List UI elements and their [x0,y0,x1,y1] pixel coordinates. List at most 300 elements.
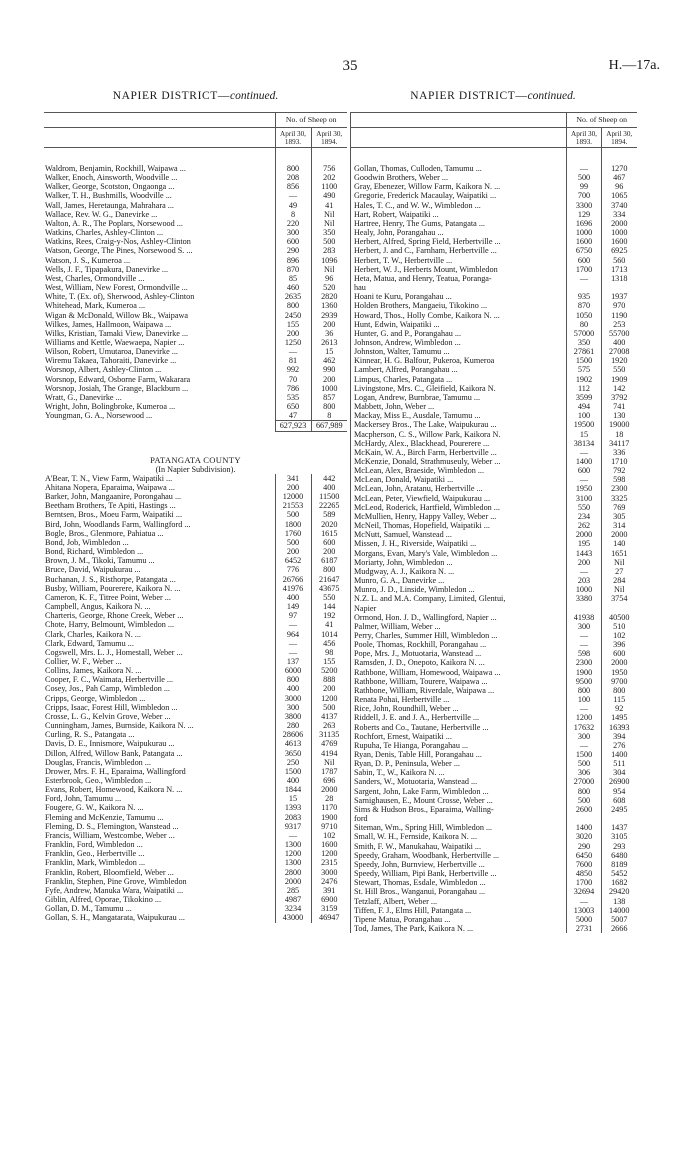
sheep-1894-cell: 334 [602,210,637,219]
sheep-1893-cell: 1950 [567,484,602,493]
owner-cell: Kinnear, H. G. Balfour, Pukeroa, Kumeroa [351,356,567,365]
sheep-1893-cell: 2450 [275,311,311,320]
owner-cell: Sims & Hudson Bros., Eparaima, Walling- [351,805,567,814]
sheep-1894-cell: 1615 [311,529,347,538]
sheep-1894-cell: 283 [311,246,347,255]
owner-cell: Pope, Mrs. J., Motuotaria, Wanstead ... [351,649,567,658]
sheep-1893-cell: 2000 [275,877,311,886]
table-row [351,723,637,732]
sheep-1893-cell: 27000 [567,777,602,786]
sheep-1894-cell: 11500 [311,492,347,501]
total-1894: 667,989 [311,421,347,431]
owner-cell: Perry, Charles, Summer Hill, Wimbledon ... [351,631,567,640]
table-row [44,556,347,565]
table-row [44,694,347,703]
owner-cell: Ryan, D. P., Peninsula, Weber ... [351,759,567,768]
sheep-1893-cell: 1400 [567,457,602,466]
sheep-1893-cell: 290 [567,842,602,851]
sheep-1894-cell: 8189 [602,860,637,869]
sheep-1894-cell: 21647 [311,575,347,584]
owner-cell: Ford, John, Tamumu ... [45,794,122,804]
table-row [44,256,347,265]
sheep-1894-cell: 6480 [602,851,637,860]
sheep-1894-cell: 2666 [602,924,637,933]
sheep-1894-cell: 96 [311,274,347,283]
page-number: 35 [342,58,358,74]
owner-cell: Buchanan, J. S., Risthorpe, Patangata ... [45,574,176,584]
sheep-1893-cell: 85 [275,274,311,283]
table-row [44,593,347,602]
owner-cell: Berntsen, Bros., Moeu Farm, Waipatiki ... [45,510,182,520]
sheep-1894-cell: 200 [311,375,347,384]
owner-cell: Bird, John, Woodlands Farm, Wallingford ... [45,519,191,529]
table-row [44,365,347,374]
sheep-1894-cell: 888 [311,675,347,684]
owner-cell: Walker, Enoch, Ainsworth, Woodville ... [45,173,178,183]
sheep-1894-cell: 138 [602,897,637,906]
table-row [44,210,347,219]
sheep-1893-cell: — [275,639,311,648]
sheep-1894-cell: 500 [311,703,347,712]
table-row [351,503,637,512]
sheep-1893-cell: 3000 [275,694,311,703]
sheep-1894-cell: 1400 [602,750,637,759]
spacer [311,431,347,456]
sheep-1894-cell: 102 [311,831,347,840]
table-row [351,228,637,237]
table-row [351,915,637,924]
table-row [351,860,637,869]
sheep-1893-cell: 1600 [567,237,602,246]
sheep-1893-cell: 99 [567,182,602,191]
sheep-1893-cell: 500 [567,759,602,768]
table-row [351,430,637,439]
sheep-1894-cell: 1318 [602,274,637,283]
sheep-1893-cell: 800 [567,686,602,695]
table-row [44,620,347,629]
sheep-1893-cell: 112 [567,384,602,393]
sheep-1893-cell: 1200 [567,713,602,722]
sheep-1893-cell: 870 [275,265,311,274]
sheep-1893-cell: — [567,704,602,713]
sheep-1893-cell: 700 [567,191,602,200]
owner-cell: Douglas, Francis, Wimbledon ... [45,757,151,767]
sheep-1893-cell: — [567,897,602,906]
table-row [351,393,637,402]
table-row [44,301,347,310]
table-row [44,767,347,776]
owner-cell: Hartree, Henry, The Gums, Patangata ... [351,219,567,228]
sheep-1893-cell: 786 [275,384,311,393]
sheep-1893-cell: 19500 [567,420,602,429]
sheep-1893-cell: 100 [567,695,602,704]
owner-cell: Gregorie, Frederick Macaulay, Waipatiki ... [351,191,567,200]
spacer [275,431,311,456]
table-row [44,703,347,712]
sheep-1894-cell: 2000 [311,785,347,794]
owner-cell: Wallace, Rev. W. G., Danevirke ... [45,209,158,219]
table-row [44,904,347,913]
owner-cell: Napier [351,604,567,613]
table-row [44,648,347,657]
owner-cell: Collins, James, Kaikora N. ... [45,666,142,676]
owner-cell: Franklin, Geo., Herbertville ... [45,849,145,859]
sheep-1894-cell: 391 [311,886,347,895]
table-header-group-row [44,113,347,128]
owner-cell: Munro, G. A., Danevirke ... [351,576,567,585]
table-row [44,840,347,849]
table-row [44,565,347,574]
owner-cell: Hoani te Kuru, Porangahau ... [351,292,567,301]
sheep-1893-cell: 81 [275,356,311,365]
sheep-1893-cell: 57000 [567,329,602,338]
table-row [351,411,637,420]
owner-cell: Evans, Robert, Homewood, Kaikora N. ... [45,785,183,795]
sheep-1893-cell: 1696 [567,219,602,228]
table-row [351,274,637,283]
sheep-1894-cell: 200 [311,684,347,693]
owner-cell: St. Hill Bros., Wanganui, Porangahau ... [351,887,567,896]
sheep-1893-cell: 1050 [567,311,602,320]
sheep-1893-cell: 800 [275,164,311,173]
table-header-row [44,128,347,148]
sheep-1893-cell: 935 [567,292,602,301]
sheep-1894-cell: 155 [311,657,347,666]
owner-cell: Franklin, Stephen, Pine Grove, Wimbledon [45,876,187,886]
table-row [44,895,347,904]
header-1893: April 30, 1893. [567,128,602,148]
owner-cell: Beetham Brothers, Te Apiti, Hastings ... [45,501,176,511]
sheep-1893-cell: 2300 [567,658,602,667]
sheep-1894-cell: 55700 [602,329,637,338]
table-row [351,311,637,320]
owner-cell: Heta, Matua, and Henry, Teatua, Poranga- [351,274,567,283]
sheep-1894-cell: 1651 [602,549,637,558]
sheep-1894-cell: 3105 [602,832,637,841]
table-row [351,796,637,805]
sheep-1893-cell: 500 [275,538,311,547]
owner-cell: Herbert, W. J., Herberts Mount, Wimbledon [351,265,567,274]
sheep-1894-cell: 1713 [602,265,637,274]
sheep-1893-cell: — [567,567,602,576]
total-1893: 627,923 [275,421,311,431]
table-row [44,311,347,320]
sheep-1894-cell: 467 [602,173,637,182]
sheep-1894-cell: Nil [311,210,347,219]
sheep-1894-cell: Nil [602,558,637,567]
sheep-1894-cell: 36 [311,329,347,338]
sheep-1894-cell: 520 [311,283,347,292]
header-1894: April 30, 1894. [311,128,347,148]
owner-cell: Dillon, Alfred, Willow Bank, Patangata ... [45,748,183,758]
sheep-1894-cell: 511 [602,759,637,768]
owner-cell: Wilkes, James, Hallmoon, Waipawa ... [45,319,172,329]
owner-cell: Waldrom, Benjamin, Rockhill, Waipawa ... [45,164,186,173]
sheep-1894-cell: 293 [602,842,637,851]
sheep-1894-cell: 400 [602,338,637,347]
table-row [44,347,347,356]
table-row [44,675,347,684]
table-row [44,201,347,210]
sheep-1894-cell: 3000 [311,868,347,877]
spacer-row [44,431,347,456]
sheep-1894-cell: 1000 [602,228,637,237]
table-row [351,494,637,503]
sheep-1893-cell: — [567,164,602,173]
sheep-1894-cell: 34117 [602,439,637,448]
sheep-1894-cell: 490 [311,191,347,200]
sheep-1893-cell: — [567,631,602,640]
sheep-1893-cell: 856 [275,182,311,191]
sheep-1893-cell: 137 [275,657,311,666]
sheep-1894-cell: 857 [311,393,347,402]
table-row [44,721,347,730]
owner-cell: Munro, J. D., Linside, Wimbledon ... [351,585,567,594]
owner-cell: Barker, John, Mangaanire, Porongahau ... [45,492,182,502]
sheep-1893-cell: 12000 [275,492,311,501]
sheep-1894-cell: 28 [311,794,347,803]
table-row [351,402,637,411]
sheep-1894-cell: 1937 [602,292,637,301]
sheep-1894-cell: 31135 [311,730,347,739]
table-row [44,338,347,347]
sheep-1893-cell: 575 [567,365,602,374]
sheep-1894-cell: 336 [602,448,637,457]
table-row [351,576,637,585]
sheep-1893-cell: 6450 [567,851,602,860]
sheep-1894-cell: 19000 [602,420,637,429]
owner-cell: McLean, Peter, Viewfield, Waipukurau ... [351,494,567,503]
sheep-1894-cell: 22265 [311,501,347,510]
sheep-1893-cell: 5000 [567,915,602,924]
owner-cell: McLean, John, Aratanu, Herbertville ... [351,484,567,493]
sheep-1893-cell: 400 [275,593,311,602]
owner-cell: Wells, J. F., Tipapakura, Danevirke ... [45,264,169,274]
owner-cell: Ahitana Nopera, Eparaima, Waipawa ... [45,483,175,492]
sheep-1893-cell: 41976 [275,584,311,593]
owner-cell: Wiremu Takaea, Tahoraiti, Danevirke ... [45,356,177,366]
sheep-1894-cell: 3792 [602,393,637,402]
table-row [44,265,347,274]
owner-cell: Cosey, Jos., Pah Camp, Wimbledon ... [45,684,170,694]
owner-cell: Hunt, Edwin, Waipatiki ... [351,320,567,329]
table-row [44,849,347,858]
owner-cell: Wall, James, Heretaunga, Mahrahara ... [45,200,174,210]
table-row [351,622,637,631]
sheep-1893-cell: 1760 [275,529,311,538]
owner-cell: Cameron, K. F., Titree Point, Weber ... [45,592,171,602]
sheep-1893-cell: — [275,620,311,629]
table-row [351,191,637,200]
owner-cell: Sabin, T., W., Kaikora N. ... [351,768,567,777]
owner-cell: Morgans, Evan, Mary's Vale, Wimbledon ... [351,549,567,558]
table-row [351,897,637,906]
sheep-1893-cell: — [567,448,602,457]
sheep-1893-cell: 500 [567,173,602,182]
sheep-1893-cell: — [567,640,602,649]
sheep-1894-cell: 3159 [311,904,347,913]
sheep-1893-cell: 300 [275,228,311,237]
sheep-1893-cell: 2731 [567,924,602,933]
table-row [44,575,347,584]
table-row [351,713,637,722]
table-row [44,803,347,812]
sheep-1894-cell: 9700 [602,677,637,686]
owner-cell: McLeod, Roderick, Hartfield, Wimbledon ... [351,503,567,512]
table-row [351,878,637,887]
owner-cell: hau [351,283,567,292]
sheep-1894-cell: 6925 [602,246,637,255]
sheep-1893-cell: 9500 [567,677,602,686]
sheep-1893-cell: 1000 [567,228,602,237]
owner-cell: Watkins, Charles, Ashley-Clinton ... [45,228,164,238]
total-row [44,421,347,431]
sheep-1893-cell: 200 [567,558,602,567]
sheep-1894-cell: 41 [311,201,347,210]
table-row [44,520,347,529]
sheep-1893-cell: 3020 [567,832,602,841]
sheep-1894-cell: 1096 [311,256,347,265]
owner-cell: Cripps, George, Wimbledon ... [45,693,146,703]
table-row [351,475,637,484]
table-row [44,666,347,675]
table-row [44,611,347,620]
owner-cell: Bruce, David, Waipukurau ... [45,565,141,575]
sheep-1894-cell: 15 [311,347,347,356]
table-row [351,924,637,933]
table-row [44,292,347,301]
sheep-1894-cell: 5452 [602,869,637,878]
owner-cell: Mudgway, A. J., Kaikora N. ... [351,567,567,576]
owner-cell: Sargent, John, Lake Farm, Wimbledon ... [351,787,567,796]
owner-cell: Johnston, Walter, Tamumu ... [351,347,567,356]
owner-cell: Fougere, G. W., Kaikora N. ... [45,803,144,813]
sheep-1893-cell: 1700 [567,265,602,274]
sheep-1893-cell: 4850 [567,869,602,878]
table-row [44,411,347,421]
owner-cell: Riddell, J. E. and J. A., Herbertville ... [351,713,567,722]
section-title [44,456,347,465]
table-row [44,822,347,831]
sheep-1893-cell: — [275,347,311,356]
owner-cell: Sarnighausen, E., Mount Crosse, Weber ... [351,796,567,805]
right-column-title: NAPIER DISTRICT—continued. [410,90,576,102]
owner-cell: Speedy, Graham, Woodbank, Herbertville ... [351,851,567,860]
table-row [351,906,637,915]
table-row [44,164,347,173]
sheep-1893-cell: 200 [275,547,311,556]
sheep-1894-cell: 14000 [602,906,637,915]
sheep-1894-cell: 1909 [602,375,637,384]
table-row [44,877,347,886]
sheep-1893-cell: 3234 [275,904,311,913]
owner-cell: White, T. (Ex. of), Sherwood, Ashley-Clinton [45,292,195,302]
table-row [44,547,347,556]
table-row [44,813,347,822]
sheep-1893-cell: 2800 [275,868,311,877]
table-row [351,246,637,255]
owner-cell: Macpherson, C. S., Willow Park, Kaikora N. [351,430,567,439]
sheep-1894-cell: 29420 [602,887,637,896]
sheep-1893-cell: 1800 [275,520,311,529]
sheep-1893-cell: 776 [275,565,311,574]
sheep-1893-cell: 149 [275,602,311,611]
owner-cell: Stewart, Thomas, Esdale, Wimbledon ... [351,878,567,887]
table-row [44,758,347,767]
sheep-1894-cell: 800 [311,565,347,574]
sheep-1894-cell: 2476 [311,877,347,886]
sheep-1893-cell: 800 [567,787,602,796]
sheep-1894-cell: 2495 [602,805,637,814]
sheep-1893-cell: 600 [567,466,602,475]
owner-cell: Bond, Richard, Wimbledon ... [45,547,144,557]
sheep-1893-cell: 992 [275,365,311,374]
sheep-1893-cell: 4987 [275,895,311,904]
table-row [351,347,637,356]
sheep-1893-cell: 1500 [567,750,602,759]
owner-cell: Rochfort, Ernest, Waipatiki ... [351,732,567,741]
sheep-1893-cell: 3300 [567,201,602,210]
sheep-1893-cell: 9317 [275,822,311,831]
owner-cell: McHardy, Alex., Blackhead, Pourerere ... [351,439,567,448]
owner-cell: Drower, Mrs. F. H., Eparaima, Wallingford [45,766,186,776]
sheep-1894-cell: 792 [602,466,637,475]
left-sheep-table [44,112,347,923]
owner-cell: Gray, Ebenezer, Willow Farm, Kaikora N. ... [351,182,567,191]
sheep-1894-cell: 1170 [311,803,347,812]
sheep-1893-cell: 43000 [275,913,311,922]
sheep-1893-cell: 200 [275,329,311,338]
sheep-1893-cell [567,814,602,823]
owner-cell: Logan, Andrew, Burnbrae, Tamumu ... [351,393,567,402]
owner-cell: Franklin, Robert, Bloomfield, Weber ... [45,867,174,877]
owner-cell: Johnson, Andrew, Wimbledon ... [351,338,567,347]
sheep-1893-cell: 1902 [567,375,602,384]
sheep-1893-cell: 3100 [567,494,602,503]
table-row [351,292,637,301]
owner-cell: Davis, D. E., Innismore, Waipukurau ... [45,739,175,749]
table-row [44,375,347,384]
sheep-1893-cell: 6750 [567,246,602,255]
owner-cell: Rathbone, William, Tourere, Waipawa ... [351,677,567,686]
sheep-1894-cell [602,814,637,823]
owner-cell: Hart, Robert, Waipatiki ... [351,210,567,219]
sheep-1894-cell: 510 [602,622,637,631]
sheep-1894-cell: 550 [602,365,637,374]
sheep-1894-cell: 756 [311,164,347,173]
sheep-1893-cell: 290 [275,246,311,255]
table-row [351,741,637,750]
sheep-1894-cell: 92 [602,704,637,713]
sheep-1894-cell: 144 [311,602,347,611]
sheep-1894-cell: 18 [602,430,637,439]
sheep-1894-cell: 6900 [311,895,347,904]
table-row [44,684,347,693]
owner-cell: Wilks, Kristian, Tamaki View, Danevirke ... [45,328,189,338]
sheep-1894-cell: 314 [602,521,637,530]
section-heading: PATANGATA COUNTY [150,455,241,465]
table-row [44,393,347,402]
sheep-1894-cell: 16393 [602,723,637,732]
table-row [351,732,637,741]
owner-cell: Busby, William, Pourerere, Kaikora N. ... [45,583,181,593]
sheep-1893-cell: 600 [567,256,602,265]
sheep-1894-cell: 1900 [311,813,347,822]
table-row [44,639,347,648]
table-header-group-row [351,113,637,128]
owner-cell: Tipene Matua, Porangahau ... [351,915,567,924]
owner-cell: Clark, Charles, Kaikora N. ... [45,629,141,639]
